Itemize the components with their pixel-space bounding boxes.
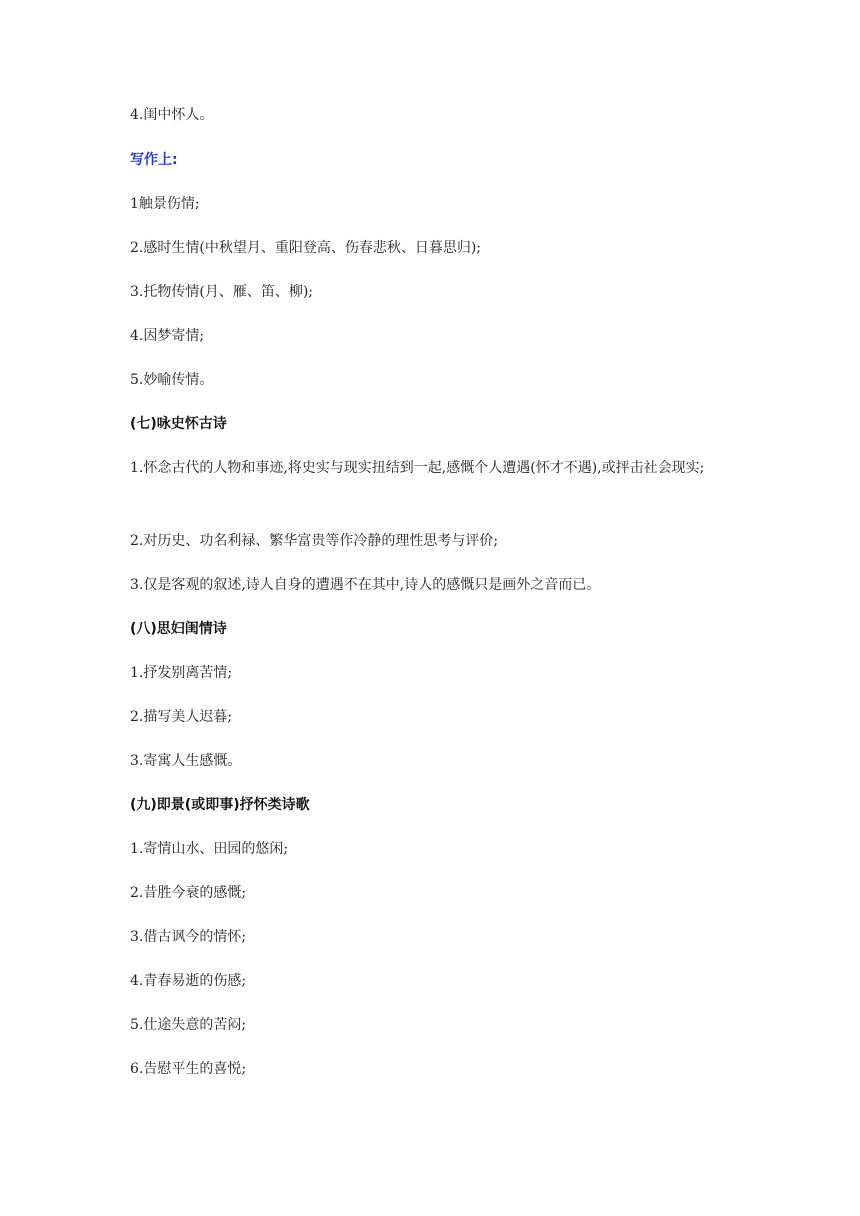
list-item: 3.托物传情(月、雁、笛、柳); xyxy=(130,284,313,300)
list-item: 3.借古讽今的情怀; xyxy=(130,929,247,945)
list-item: 2.昔胜今衰的感慨; xyxy=(130,885,247,901)
list-item: 1.抒发别离苦情; xyxy=(130,665,233,681)
list-item: 1.怀念古代的人物和事迹,将史实与现实扭结到一起,感慨个人遭遇(怀才不遇),或抨击社会现实; xyxy=(130,460,705,476)
list-item: 6.告慰平生的喜悦; xyxy=(130,1061,247,1077)
list-item: 1.寄情山水、田园的悠闲; xyxy=(130,841,289,857)
list-item: 4.青春易逝的伤感; xyxy=(130,973,247,989)
section-heading: (八)思妇闺情诗 xyxy=(130,621,227,637)
list-item: 2.对历史、功名利禄、繁华富贵等作冷静的理性思考与评价; xyxy=(130,533,499,549)
list-item: 5.仕途失意的苦闷; xyxy=(130,1017,247,1033)
document-page xyxy=(130,0,730,1216)
list-item: 3.寄寓人生感慨。 xyxy=(130,753,242,769)
list-item: 1触景伤情; xyxy=(130,196,200,212)
section-heading: (七)咏史怀古诗 xyxy=(130,416,227,432)
section-heading: (九)即景(或即事)抒怀类诗歌 xyxy=(130,797,310,813)
list-item: 2.感时生情(中秋望月、重阳登高、伤春悲秋、日暮思归); xyxy=(130,240,481,256)
section-heading: 写作上: xyxy=(130,152,178,168)
list-item: 4.闺中怀人。 xyxy=(130,107,214,123)
list-item: 2.描写美人迟暮; xyxy=(130,709,233,725)
list-item: 4.因梦寄情; xyxy=(130,328,205,344)
list-item: 3.仅是客观的叙述,诗人自身的遭遇不在其中,诗人的感慨只是画外之音而已。 xyxy=(130,577,601,593)
list-item: 5.妙喻传情。 xyxy=(130,372,214,388)
